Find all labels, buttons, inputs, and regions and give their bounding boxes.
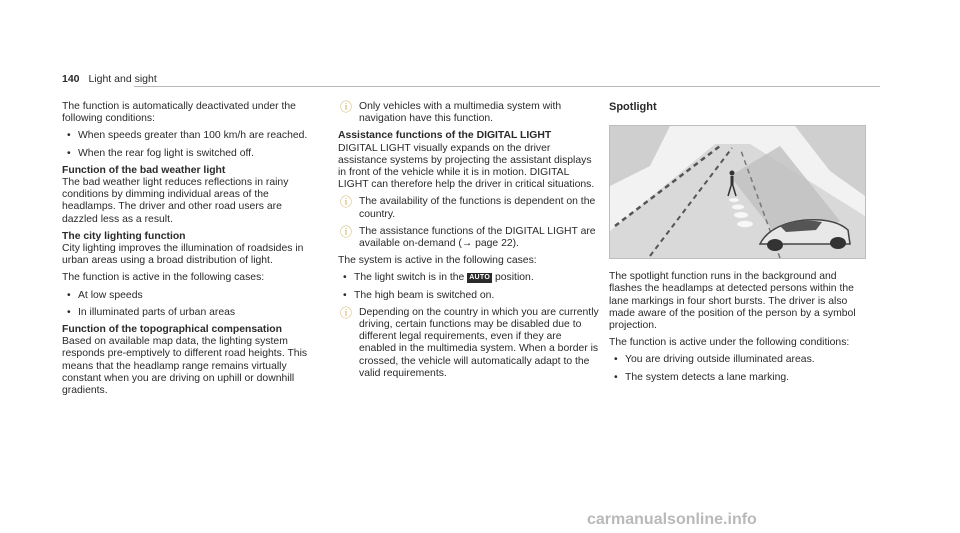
list-item: • In illuminated parts of urban areas xyxy=(62,307,320,319)
list-item: • When speeds greater than 100 km/h are reached. xyxy=(62,130,320,142)
deactivation-intro: The function is automatically deactivated under the following conditions: xyxy=(62,101,296,125)
city-lighting-heading: The city lighting function xyxy=(62,230,186,242)
spotlight-heading: Spotlight xyxy=(609,101,657,113)
list-item: • The high beam is switched on. xyxy=(338,290,600,302)
note-on-demand xyxy=(338,226,600,250)
info-icon: ⓘ xyxy=(340,305,353,320)
topographical-heading: Function of the topographical compensation xyxy=(62,324,282,336)
page-number: 140 xyxy=(62,73,80,85)
note-country xyxy=(338,196,600,220)
column-left xyxy=(62,101,320,402)
bad-weather-body: The bad weather light reduces reflections in rainy conditions by dimming individual areas of the headlamps. The driver and other road users are dazzled less as a result. xyxy=(62,177,289,225)
list-item: • You are driving outside illuminated areas. xyxy=(609,354,864,366)
note-legal-text: Depending on the country in which you are currently driving, certain functions may be disabled due to different legal requirements, even if they are enabled in the multimedia system. When a border is crossed, the vehicle will automatically adapt to the valid requirements. xyxy=(359,306,599,379)
note-country-text: The availability of the functions is dependent on the country. xyxy=(359,196,596,220)
info-icon: ⓘ xyxy=(340,195,353,210)
city-cases-intro: The function is active in the following cases: xyxy=(62,272,265,284)
section-title: Light and sight xyxy=(88,73,157,85)
auto-light-icon: AUTO xyxy=(469,273,491,281)
list-item: • At low speeds xyxy=(62,290,320,302)
spotlight-cases-intro: The function is active under the following conditions: xyxy=(609,337,850,349)
assistance-body: DIGITAL LIGHT visually expands on the driver assistance systems by projecting the assistant displays in front of the vehicle while it is in motion. DIGITAL LIGHT can therefore help the driver in critical situations. xyxy=(338,142,595,191)
spotlight-illustration xyxy=(609,125,866,259)
topographical-body: Based on available map data, the lighting system responds pre-emptively to different road heights. This means that the headlamp range remains virtually constant when you are driving on uphill or downhill gradients. xyxy=(62,336,308,397)
note-multimedia-text: Only vehicles with a multimedia system with navigation have this function. xyxy=(359,101,562,125)
list-item: • When the rear fog light is switched off. xyxy=(62,148,320,160)
light-switch-text: The light switch is in the xyxy=(354,272,465,284)
page-header xyxy=(62,73,157,85)
note-on-demand-text: The assistance functions of the DIGITAL LIGHT are available on-demand (→ page 22). xyxy=(359,225,596,250)
bad-weather-heading: Function of the bad weather light xyxy=(62,164,226,176)
column-middle xyxy=(338,101,600,385)
header-rule xyxy=(134,86,880,87)
assistance-heading: Assistance functions of the DIGITAL LIGHT xyxy=(338,130,552,142)
column-right xyxy=(609,101,864,389)
watermark: carmanualsonline.info xyxy=(587,511,757,528)
spotlight-body: The spotlight function runs in the background and flashes the headlamps at detected persons within the lane markings in four short bursts. The driver is also made aware of the position of the person by a symbol projection. xyxy=(609,271,856,332)
note-multimedia xyxy=(338,101,600,125)
list-item: • The system detects a lane marking. xyxy=(609,372,864,384)
info-icon: ⓘ xyxy=(340,100,353,114)
note-legal xyxy=(338,307,600,380)
spotlight-road-illustration-icon xyxy=(610,126,865,258)
list-item xyxy=(338,272,600,284)
info-icon: ⓘ xyxy=(340,224,353,239)
light-switch-text-end: position. xyxy=(495,272,534,284)
system-cases-intro: The system is active in the following cases: xyxy=(338,255,537,267)
city-lighting-body: City lighting improves the illumination of roadsides in urban areas using a broad distribution of light. xyxy=(62,243,304,267)
